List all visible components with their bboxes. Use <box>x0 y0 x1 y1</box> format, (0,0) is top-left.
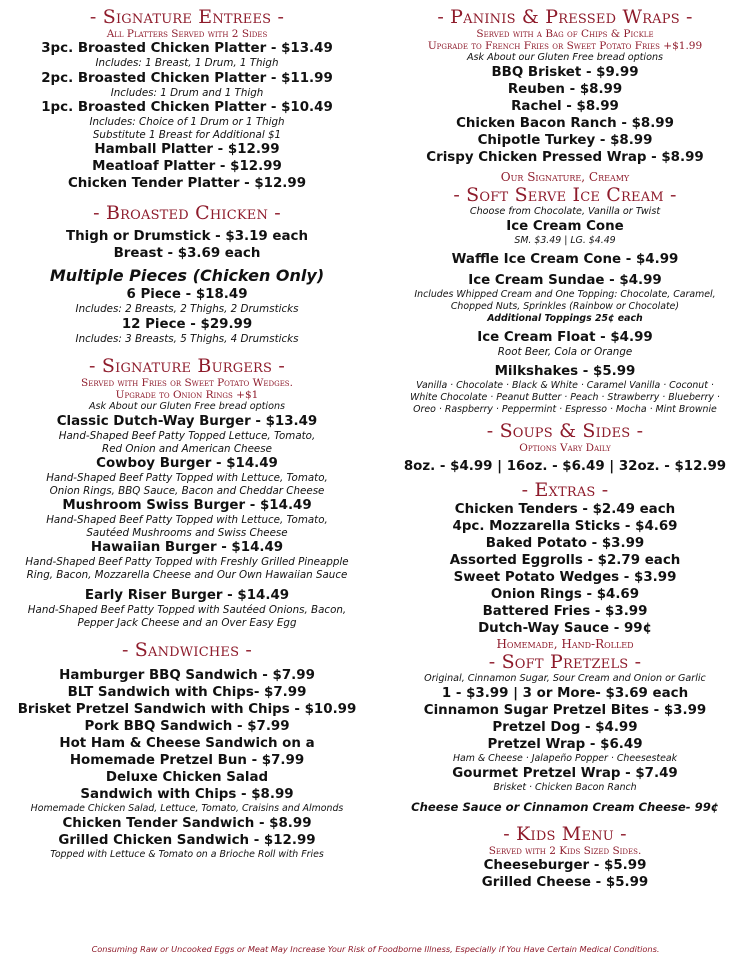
menu-item: Sandwich with Chips - $8.99 <box>80 787 294 802</box>
menu-item: Sweet Potato Wedges - $3.99 <box>453 569 677 585</box>
item-description: SM. $3.49 | LG. $4.49 <box>514 235 616 246</box>
menu-item: Reuben - $8.99 <box>507 82 623 97</box>
menu-item: Cinnamon Sugar Pretzel Bites - $3.99 <box>423 702 707 718</box>
sandwiches-section <box>4 639 370 861</box>
menu-item: Battered Fries - $3.99 <box>482 603 648 619</box>
menu-item: 2pc. Broasted Chicken Platter - $11.99 <box>41 70 333 86</box>
item-description: Root Beer, Cola or Orange <box>497 346 633 358</box>
menu-item: 1pc. Broasted Chicken Platter - $10.49 <box>41 100 333 115</box>
menu-item: Pretzel Wrap - $6.49 <box>487 736 643 752</box>
cheese-sauce-item: Cheese Sauce or Cinnamon Cream Cheese- 99¢ <box>411 799 719 814</box>
menu-item: Gourmet Pretzel Wrap - $7.49 <box>452 765 678 781</box>
menu-item: Waffle Ice Cream Cone - $4.99 <box>451 252 679 267</box>
section-title: - Broasted Chicken - <box>93 202 281 224</box>
menu-item: Mushroom Swiss Burger - $14.49 <box>62 498 312 513</box>
signature-burgers-section <box>4 355 370 629</box>
item-description: Pepper Jack Cheese and an Over Easy Egg <box>77 616 297 629</box>
item-description: Additional Toppings 25¢ each <box>487 313 643 324</box>
item-description: White Chocolate · Peanut Butter · Peach · Strawberry · Blueberry · <box>410 391 720 403</box>
menu-item: Ice Cream Float - $4.99 <box>477 330 653 345</box>
section-title: - Extras - <box>521 478 609 501</box>
menu-item: Baked Potato - $3.99 <box>485 535 645 551</box>
item-description: Includes Whipped Cream and One Topping: Chocolate, Caramel, <box>414 289 716 300</box>
footer-disclaimer: Consuming Raw or Uncooked Eggs or Meat May Increase Your Risk of Foodborne Illness, Especially if You Have Certain Medical Conditions. <box>91 944 660 954</box>
menu-item: Early Riser Burger - $14.49 <box>84 588 290 603</box>
section-title: - Soft Serve Ice Cream - <box>453 184 677 206</box>
menu-item: Hamburger BBQ Sandwich - $7.99 <box>59 668 315 683</box>
menu-item: Cowboy Burger - $14.49 <box>96 456 278 471</box>
item-description: Includes: 1 Drum and 1 Thigh <box>110 86 264 99</box>
item-description: Sautéed Mushrooms and Swiss Cheese <box>86 526 288 539</box>
section-title: - Signature Burgers - <box>89 355 285 377</box>
item-description: Chopped Nuts, Sprinkles (Rainbow or Chocolate) <box>450 301 680 312</box>
section-subtitle: Served with 2 Kids Sized Sides. <box>488 844 642 857</box>
item-description: Hand-Shaped Beef Patty Topped Lettuce, Tomato, <box>58 430 316 442</box>
item-description: Onion Rings, BBQ Sauce, Bacon and Cheddar Cheese <box>49 484 325 497</box>
item-description: Vanilla · Chocolate · Black & White · Caramel Vanilla · Coconut · <box>416 379 714 391</box>
menu-item: Assorted Eggrolls - $2.79 each <box>449 552 681 568</box>
menu-item: Grilled Cheese - $5.99 <box>481 874 649 890</box>
menu-item: BBQ Brisket - $9.99 <box>491 65 639 80</box>
soups-section <box>382 420 748 475</box>
menu-item: Chicken Tenders - $2.49 each <box>454 501 676 517</box>
menu-item: Chicken Tender Platter - $12.99 <box>67 176 307 191</box>
section-subtitle: Upgrade to Onion Rings +$1 <box>115 389 259 401</box>
menu-item: Classic Dutch-Way Burger - $13.49 <box>56 414 318 429</box>
signature-entrees-section <box>4 6 370 192</box>
menu-item: Hawaiian Burger - $14.49 <box>90 540 284 555</box>
section-title: - Signature Entrees - <box>89 6 285 28</box>
item-description: Includes: 2 Breasts, 2 Thighs, 2 Drumsticks <box>75 303 299 315</box>
menu-item: Chicken Tender Sandwich - $8.99 <box>62 816 312 831</box>
item-description: Hand-Shaped Beef Patty Topped with Lettuce, Tomato, <box>46 472 328 484</box>
menu-item: Homemade Pretzel Bun - $7.99 <box>69 753 305 768</box>
menu-item: Deluxe Chicken Salad <box>105 770 269 785</box>
section-subtitle: All Platters Served with 2 Sides <box>106 28 268 40</box>
section-pretitle: Our Signature, Creamy <box>500 170 630 184</box>
section-title: - Paninis & Pressed Wraps - <box>437 6 693 28</box>
menu-item: Ice Cream Sundae - $4.99 <box>468 273 662 288</box>
item-description: Brisket · Chicken Bacon Ranch <box>493 781 637 793</box>
menu-item: Rachel - $8.99 <box>511 99 619 114</box>
menu-item: Meatloaf Platter - $12.99 <box>92 159 282 174</box>
menu-item: Breast - $3.69 each <box>113 246 261 261</box>
item-description: Hand-Shaped Beef Patty Topped with Freshly Grilled Pineapple <box>25 556 349 568</box>
menu-item: Dutch-Way Sauce - 99¢ <box>478 620 652 636</box>
menu-item: 3pc. Broasted Chicken Platter - $13.49 <box>41 41 333 56</box>
item-description: Homemade Chicken Salad, Lettuce, Tomato, Craisins and Almonds <box>30 803 344 814</box>
item-description: Red Onion and American Cheese <box>102 442 272 455</box>
section-subtitle: Served with Fries or Sweet Potato Wedges. <box>81 377 293 389</box>
menu-item: Chicken Bacon Ranch - $8.99 <box>456 116 674 131</box>
section-subtitle: Served with a Bag of Chips & Pickle <box>476 28 654 40</box>
item-description: Oreo · Raspberry · Peppermint · Espresso · Mocha · Mint Brownie <box>413 403 717 415</box>
menu-item: 1 - $3.99 | 3 or More- $3.69 each <box>441 685 689 701</box>
extras-section <box>382 479 748 637</box>
section-note: Choose from Chocolate, Vanilla or Twist <box>469 206 661 217</box>
item-description: Substitute 1 Breast for Additional $1 <box>92 128 282 141</box>
item-description: Hand-Shaped Beef Patty Topped with Sautéed Onions, Bacon, <box>27 604 347 616</box>
menu-item: Ice Cream Cone <box>506 219 624 234</box>
section-note: Ask About our Gluten Free bread options <box>88 401 286 412</box>
item-description: Includes: Choice of 1 Drum or 1 Thigh <box>89 116 285 128</box>
section-note: Ask About our Gluten Free bread options <box>466 52 664 63</box>
pretzels-section <box>382 637 748 815</box>
menu-item: BLT Sandwich with Chips- $7.99 <box>67 685 307 700</box>
item-description: Topped with Lettuce & Tomato on a Brioche Roll with Fries <box>50 849 324 860</box>
menu-item: Chipotle Turkey - $8.99 <box>477 133 653 148</box>
menu-item: Milkshakes - $5.99 <box>494 363 636 379</box>
section-title: - Sandwiches - <box>121 639 253 661</box>
ice-cream-section <box>382 170 748 416</box>
section-title: - Kids Menu - <box>503 822 627 845</box>
menu-item: 4pc. Mozzarella Sticks - $4.69 <box>452 518 678 534</box>
item-description: Includes: 3 Breasts, 5 Thighs, 4 Drumsticks <box>75 332 299 345</box>
section-note: Original, Cinnamon Sugar, Sour Cream and Onion or Garlic <box>424 672 706 684</box>
section-subtitle: Options Vary Daily <box>519 441 611 454</box>
section-title: - Soups & Sides - <box>486 419 644 442</box>
broasted-chicken-section <box>4 202 370 345</box>
menu-item: Grilled Chicken Sandwich - $12.99 <box>58 833 316 848</box>
menu-item: Crispy Chicken Pressed Wrap - $8.99 <box>426 150 704 165</box>
menu-item: Pork BBQ Sandwich - $7.99 <box>84 719 290 734</box>
menu-item: 6 Piece - $18.49 <box>126 287 248 302</box>
menu-item: Onion Rings - $4.69 <box>490 586 640 602</box>
menu-item: Hamball Platter - $12.99 <box>94 142 280 157</box>
section-pretitle: Homemade, Hand-Rolled <box>496 636 634 651</box>
section-subtitle: Upgrade to French Fries or Sweet Potato Fries +$1.99 <box>427 40 703 52</box>
item-description: Ring, Bacon, Mozzarella Cheese and Our Own Hawaiian Sauce <box>26 568 348 581</box>
menu-item: 12 Piece - $29.99 <box>121 316 253 332</box>
menu-item: Thigh or Drumstick - $3.19 each <box>66 229 308 244</box>
menu-item: Cheeseburger - $5.99 <box>483 857 647 873</box>
multiple-pieces-heading: Multiple Pieces (Chicken Only) <box>49 266 325 285</box>
item-description: Hand-Shaped Beef Patty Topped with Lettuce, Tomato, <box>46 514 328 526</box>
right-column <box>382 6 748 891</box>
menu-item: 8oz. - $4.99 | 16oz. - $6.49 | 32oz. - $12.99 <box>403 458 727 474</box>
paninis-section <box>382 6 748 166</box>
menu-item: Pretzel Dog - $4.99 <box>492 719 638 735</box>
item-description: Includes: 1 Breast, 1 Drum, 1 Thigh <box>95 57 279 69</box>
item-description: Ham & Cheese · Jalapeño Popper · Cheesesteak <box>452 752 678 764</box>
section-title: - Soft Pretzels - <box>488 650 642 673</box>
kids-section <box>382 823 748 891</box>
left-column <box>4 6 370 861</box>
menu-item: Brisket Pretzel Sandwich with Chips - $10.99 <box>17 702 357 717</box>
menu-item: Hot Ham & Cheese Sandwich on a <box>59 736 315 751</box>
